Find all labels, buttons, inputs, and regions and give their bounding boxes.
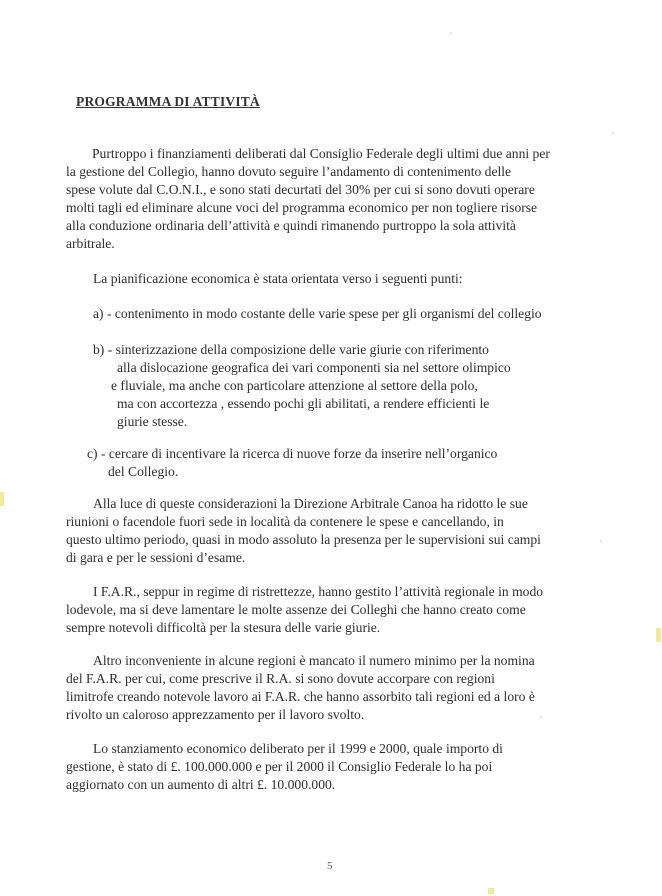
text-line: aggiornato con un aumento di altri £. 10.000.000. xyxy=(66,777,336,792)
text-line: la gestione del Collegio, hanno dovuto seguire l’andamento di contenimento delle xyxy=(66,164,512,179)
text-line: Alla luce di queste considerazioni la Direzione Arbitrale Canoa ha ridotto le sue xyxy=(93,496,528,511)
text-line: di gara e per le sessioni d’esame. xyxy=(66,550,246,565)
text-line: a) - contenimento in modo costante delle varie spese per gli organismi del collegio xyxy=(93,306,542,321)
list-item-b xyxy=(93,341,511,431)
paragraph-planning xyxy=(93,270,463,288)
text-line: gestione, è stato di £. 100.000.000 e per il 2000 il Consiglio Federale lo ha poi xyxy=(66,759,493,774)
list-item-a xyxy=(93,305,542,323)
paragraph-intro xyxy=(66,145,550,253)
text-line: molti tagli ed eliminare alcune voci del programma economico per non togliere risorse xyxy=(66,200,538,215)
text-line: lodevole, ma si deve lamentare le molte assenze dei Colleghi che hanno creato come xyxy=(66,602,526,617)
text-line: riunioni o facendole fuori sede in località da contenere le spese e cancellando, in xyxy=(66,514,504,529)
margin-mark xyxy=(0,492,4,506)
text-line: I F.A.R., seppur in regime di ristrettezze, hanno gestito l’attività regionale in modo xyxy=(93,584,544,599)
margin-mark xyxy=(656,628,661,642)
text-line: giurie stesse. xyxy=(117,414,188,429)
text-line: La pianificazione economica è stata orientata verso i seguenti punti: xyxy=(93,271,463,286)
page-number: 5 xyxy=(327,860,333,872)
text-line: questo ultimo periodo, quasi in modo assoluto la presenza per le supervisioni sui campi xyxy=(66,532,541,547)
text-line: alla conduzione ordinaria dell’attività e quindi rimanendo purtroppo la sola attività xyxy=(66,218,516,233)
text-line: ma con accortezza , essendo pochi gli abilitati, a rendere efficienti le xyxy=(117,396,490,411)
margin-mark xyxy=(488,888,494,894)
text-line: Purtroppo i finanziamenti deliberati dal Consiglio Federale degli ultimi due anni per xyxy=(92,146,550,161)
scan-speck xyxy=(450,32,452,34)
text-line: spese volute dal C.O.N.I., e sono stati decurtati del 30% per cui si sono dovuti operare xyxy=(66,182,535,197)
scan-speck xyxy=(540,716,542,718)
text-line: b) - sinterizzazione della composizione delle varie giurie con riferimento xyxy=(93,342,489,357)
text-line: rivolto un caloroso apprezzamento per il lavoro svolto. xyxy=(66,707,365,722)
text-line: Altro inconveniente in alcune regioni è mancato il numero minimo per la nomina xyxy=(93,653,535,668)
text-line: del Collegio. xyxy=(108,464,179,479)
text-line: del F.A.R. per cui, come prescrive il R.A. si sono dovute accorpare con regioni xyxy=(66,671,495,686)
scan-speck xyxy=(600,540,602,542)
paragraph-budget xyxy=(66,740,503,794)
paragraph-regions xyxy=(66,652,535,724)
paragraph-direction xyxy=(66,495,541,567)
text-line: c) - cercare di incentivare la ricerca di nuove forze da inserire nell’organico xyxy=(87,446,498,461)
text-line: sempre notevoli difficoltà per la stesura delle varie giurie. xyxy=(66,620,381,635)
list-item-c xyxy=(87,445,497,481)
text-line: arbitrale. xyxy=(66,236,115,251)
text-line: alla dislocazione geografica dei vari componenti sia nel settore olimpico xyxy=(117,360,511,375)
text-line: e fluviale, ma anche con particolare attenzione al settore della polo, xyxy=(111,378,478,393)
page-title: PROGRAMMA DI ATTIVITÀ xyxy=(76,94,260,109)
text-line: limitrofe creando notevole lavoro ai F.A.R. che hanno assorbito tali regioni ed a loro è xyxy=(66,689,535,704)
paragraph-far xyxy=(66,583,543,637)
scan-speck xyxy=(612,132,614,134)
text-line: Lo stanziamento economico deliberato per il 1999 e 2000, quale importo di xyxy=(93,741,503,756)
